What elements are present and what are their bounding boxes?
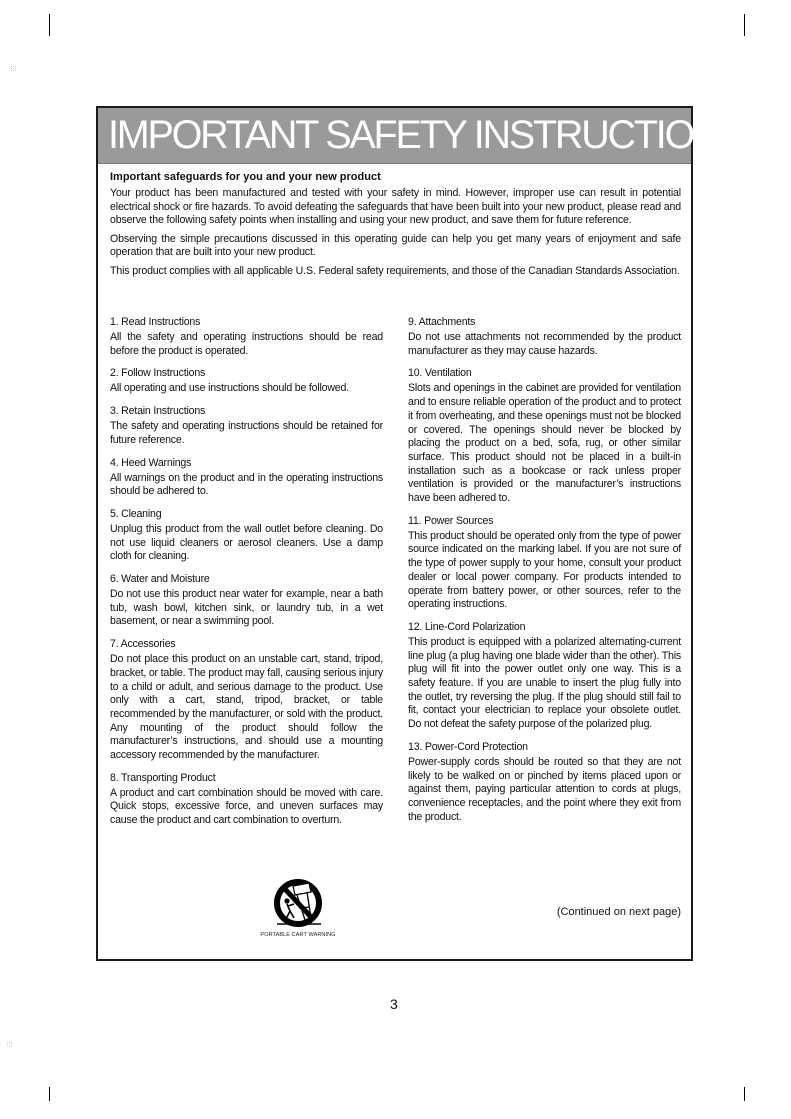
intro-heading: Important safeguards for you and your new product <box>110 171 381 183</box>
instruction-item <box>110 637 383 763</box>
instruction-item <box>408 514 681 612</box>
registration-mark-bottom <box>7 1042 12 1047</box>
instruction-item <box>110 572 383 629</box>
instruction-text: The safety and operating instructions should be retained for future reference. <box>110 420 383 446</box>
instruction-item <box>408 740 681 825</box>
instruction-title: 2. Follow Instructions <box>110 367 206 380</box>
crop-mark-top-right <box>744 14 745 36</box>
instruction-text: This product is equipped with a polarized alternating-current line plug (a plug having one blade wider than the other). This plug will fit into the power outlet only one way. This is a safety feature. If you are unable to insert the plug fully into the outlet, try reversing the plug. If the plug should still fail to fit, contact your electrician to replace your obsolete outlet. Do not defeat the safety purpose of the polarized plug. <box>408 635 681 731</box>
intro-section <box>110 170 681 284</box>
instruction-text: All the safety and operating instructions should be read before the product is operated. <box>110 331 383 357</box>
instruction-text: Do not place this product on an unstable cart, stand, tripod, bracket, or table. The product may fall, causing serious injury to a child or adult, and serious damage to the product. Use only with a cart, stand, tripod, bracket, or table recommended by the manufacturer, or sold with the product. Any mounting of the product should follow the manufacturer’s instructions, and should use a mounting accessory recommended by the manufacturer. <box>110 653 383 762</box>
intro-paragraph: Observing the simple precautions discussed in this operating guide can help you get many years of enjoyment and safe operation that are built into your new product. <box>110 232 681 259</box>
instruction-title: 4. Heed Warnings <box>110 456 192 469</box>
instruction-title: 13. Power-Cord Protection <box>408 740 528 753</box>
instruction-title: 5. Cleaning <box>110 507 162 520</box>
title-bar <box>98 108 744 164</box>
page-title: IMPORTANT SAFETY INSTRUCTIONS <box>108 113 744 157</box>
instruction-title: 6. Water and Moisture <box>110 573 210 586</box>
intro-paragraph: This product complies with all applicable U.S. Federal safety requirements, and those of the Canadian Standards Association. <box>110 264 680 277</box>
right-column <box>408 315 681 832</box>
intro-paragraph: Your product has been manufactured and tested with your safety in mind. However, improper use can result in potential electrical shock or fire hazards. To avoid defeating the safeguards that have been built into your new product, please read and observe the following safety points when installing and using your new product, and save them for future reference. <box>110 187 681 227</box>
instruction-title: 1. Read Instructions <box>110 316 201 328</box>
continued-note: (Continued on next page) <box>556 906 681 918</box>
registration-mark-top <box>11 66 16 71</box>
instruction-item <box>110 404 383 447</box>
instruction-item <box>110 366 383 396</box>
instruction-text: A product and cart combination should be moved with care. Quick stops, excessive force, and uneven surfaces may cause the product and cart combination to overturn. <box>110 786 383 827</box>
portable-cart-warning-icon <box>269 878 327 930</box>
instruction-text: Slots and openings in the cabinet are provided for ventilation and to ensure reliable operation of the product and to protect it from overheating, and these openings must not be blocked or covered. The openings should never be blocked by placing the product on a bed, sofa, rug, or other similar surface. This product should not be placed in a built-in installation such as a bookcase or rack unless proper ventilation is provided or the manufacturer’s instructions have been adhered to. <box>408 382 681 505</box>
instruction-item <box>110 507 383 564</box>
instruction-item <box>408 620 681 732</box>
instruction-item <box>110 456 383 499</box>
instruction-title: 12. Line-Cord Polarization <box>408 620 526 633</box>
crop-mark-bottom-right <box>744 1087 745 1101</box>
instruction-item <box>110 315 383 358</box>
instruction-item <box>408 315 681 358</box>
instruction-title: 10. Ventilation <box>408 367 472 380</box>
instruction-text: All warnings on the product and in the operating instructions should be adhered to. <box>110 471 383 498</box>
instruction-title: 8. Transporting Product <box>110 771 216 784</box>
crop-mark-top-left <box>49 14 50 36</box>
instruction-text: This product should be operated only from the type of power source indicated on the marking label. If you are not sure of the type of power supply to your home, consult your product dealer or local power company. For products intended to operate from battery power, or other sources, refer to the operating instructions. <box>408 529 681 611</box>
instruction-title: 7. Accessories <box>110 638 176 651</box>
portable-cart-warning <box>253 878 343 938</box>
instruction-text: Do not use this product near water for example, near a bath tub, wash bowl, kitchen sink, or laundry tub, in a wet basement, or near a swimming pool. <box>110 588 383 628</box>
instruction-title: 3. Retain Instructions <box>110 405 206 418</box>
cart-warning-caption: PORTABLE CART WARNING <box>260 932 336 938</box>
page-number: 3 <box>390 996 398 1012</box>
instruction-item <box>110 771 383 828</box>
safety-instructions-frame <box>96 106 744 961</box>
instruction-text: Power-supply cords should be routed so that they are not likely to be walked on or pinched by items placed upon or against them, paying particular attention to cords at plugs, convenience receptacles, and the point where they exit from the product. <box>408 755 681 823</box>
instruction-item <box>408 366 681 505</box>
crop-mark-bottom-left <box>49 1087 50 1101</box>
instruction-text: Unplug this product from the wall outlet before cleaning. Do not use liquid cleaners or aerosol cleaners. Use a damp cloth for cleaning. <box>110 522 383 563</box>
instruction-text: Do not use attachments not recommended by the product manufacturer as they may cause hazards. <box>408 331 681 357</box>
instruction-title: 11. Power Sources <box>408 514 494 527</box>
instruction-text: All operating and use instructions should be followed. <box>110 382 349 395</box>
left-column <box>110 315 383 836</box>
instruction-title: 9. Attachments <box>408 316 476 328</box>
